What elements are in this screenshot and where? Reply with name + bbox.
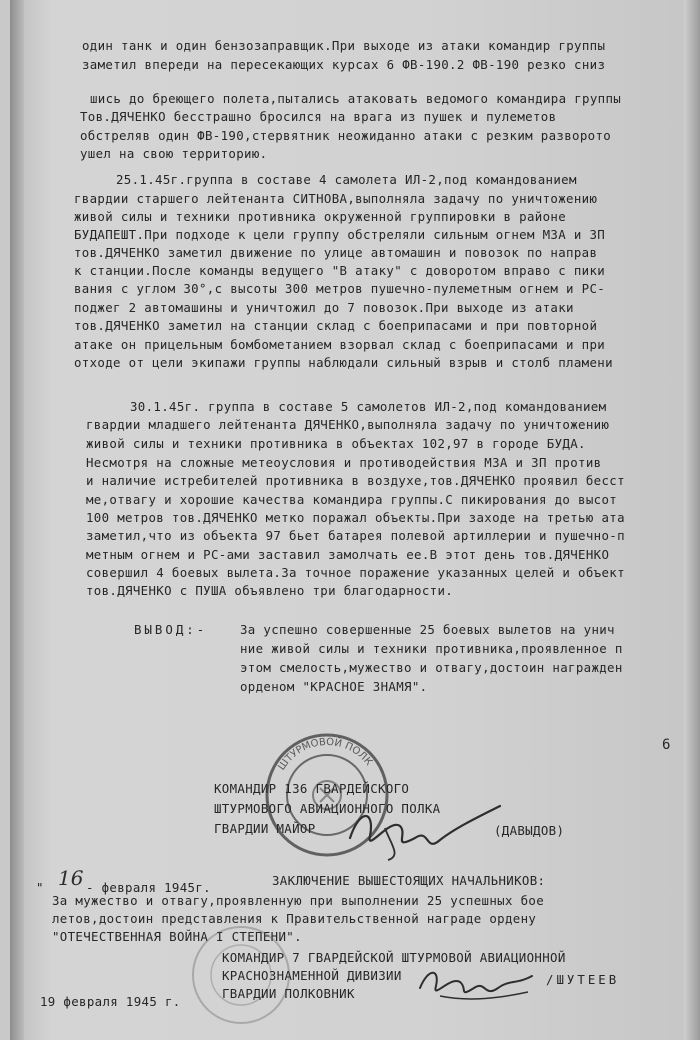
conclusion-line: ние живой силы и техники противника,проявленное п (240, 641, 623, 656)
division-commander-name: /ШУТЕЕВ (546, 972, 620, 987)
text-line: Несмотря на сложные метеоусловия и противодействия МЗА и ЗП против (86, 455, 602, 470)
date-month-year: - февраля 1945г. (86, 880, 211, 895)
commander-signature (330, 798, 510, 868)
page-number-mark: 6 (662, 737, 671, 753)
text-line: шись до бреющего полета,пытались атаковать ведомого командира группы (90, 91, 622, 106)
text-line: атаке он прицельным бомбометанием взорвал склад с боеприпасами и при (74, 337, 606, 352)
text-line: БУДАПЕШТ.При подходе к цели группу обстреляли сильным огнем МЗА и ЗП (74, 227, 606, 242)
conclusion-line: орденом "КРАСНОЕ ЗНАМЯ". (240, 679, 428, 694)
text-line: один танк и один бензозаправщик.При выходе из атаки командир группы (82, 38, 606, 53)
text-line: 25.1.45г.группа в составе 4 самолета ИЛ-2,под командованием (116, 172, 577, 187)
text-line: заметил,что из объекта 97 бьет батарея полевой артиллерии и пушечно-п (86, 528, 625, 543)
text-line: тов.ДЯЧЕНКО заметил движение по улице автомашин и повозок по направ (74, 245, 598, 260)
commander-line: КОМАНДИР 136 ГВАРДЕЙСКОГО (214, 781, 410, 796)
text-line: гвардии старшего лейтенанта СИТНОВА,выполняла задачу по уничтожению (74, 191, 598, 206)
text-line: ушел на свою территорию. (80, 146, 268, 161)
text-line: тов.ДЯЧЕНКО с ПУША объявлено три благодарности. (86, 583, 454, 598)
conclusion-label: ВЫВОД:- (134, 622, 208, 637)
final-date: 19 февраля 1945 г. (40, 994, 181, 1009)
conclusion-line: За успешно совершенные 25 боевых вылетов на унич (240, 622, 615, 637)
date-day-handwritten: 16 (58, 866, 84, 890)
text-line: Тов.ДЯЧЕНКО бесстрашно бросился на врага из пушек и пулеметов (80, 109, 557, 124)
text-line: живой силы и техники противника в объектах 102,97 в городе БУДА. (86, 436, 586, 451)
text-line: и наличие истребителей противника в воздухе,тов.ДЯЧЕНКО проявил бесст (86, 473, 625, 488)
text-line: заметил впереди на пересекающих курсах 6 ФВ-190.2 ФВ-190 резко сниз (82, 57, 606, 72)
text-line: тов.ДЯЧЕНКО заметил на станции склад с боеприпасами и при повторной (74, 318, 598, 333)
document-page (10, 0, 700, 1040)
senior-line: За мужество и отвагу,проявленную при выполнении 25 успешных бое (52, 893, 545, 908)
page-right-shadow (684, 0, 700, 1040)
commander-line: ШТУРМОВОГО АВИАЦИОННОГО ПОЛКА (214, 801, 441, 816)
text-line: поджег 2 автомашины и уничтожил до 7 повозок.При выходе из атаки (74, 300, 574, 315)
commander-line: ГВАРДИИ МАЙОР (214, 821, 316, 836)
commander-name: (ДАВЫДОВ) (494, 823, 565, 838)
text-line: к станции.После команды ведущего "В атаку" с доворотом вправо с пики (74, 263, 606, 278)
text-line: 30.1.45г. группа в составе 5 самолетов ИЛ-2,под командованием (130, 399, 607, 414)
text-line: 100 метров тов.ДЯЧЕНКО метко поражал объекты.При заходе на третью ата (86, 510, 625, 525)
division-line: КОМАНДИР 7 ГВАРДЕЙСКОЙ ШТУРМОВОЙ АВИАЦИОННОЙ (222, 950, 566, 965)
conclusion-line: этом смелость,мужество и отвагу,достоин награжден (240, 660, 623, 675)
svg-text:ШТУРМОВОЙ ПОЛК (276, 736, 374, 773)
date-quote: " (36, 880, 44, 895)
text-line: обстреляв один ФВ-190,стервятник неожиданно атаки с резким разворото (80, 128, 612, 143)
division-line: КРАСНОЗНАМЕННОЙ ДИВИЗИИ (222, 968, 402, 983)
text-line: вания с углом 30°,с высоты 300 метров пушечно-пулеметным огнем и РС- (74, 281, 606, 296)
text-line: ме,отвагу и хорошие качества командира группы.С пикирования до высот (86, 492, 618, 507)
division-line: ГВАРДИИ ПОЛКОВНИК (222, 986, 355, 1001)
text-line: отходе от цели экипажи группы наблюдали сильный взрыв и столб пламени (74, 355, 613, 370)
senior-line: "ОТЕЧЕСТВЕННАЯ ВОЙНА I СТЕПЕНИ". (52, 929, 302, 944)
text-line: совершил 4 боевых вылета.За точное поражение указанных целей и объект (86, 565, 625, 580)
seal-text: ШТУРМОВОЙ ПОЛК (276, 736, 375, 773)
text-line: гвардии младшего лейтенанта ДЯЧЕНКО,выполняла задачу по уничтожению (86, 417, 610, 432)
division-signature (410, 958, 540, 1008)
senior-line: летов,достоин представления к Правительственной награде ордену (52, 911, 537, 926)
senior-heading: ЗАКЛЮЧЕНИЕ ВЫШЕСТОЯЩИХ НАЧАЛЬНИКОВ: (272, 873, 546, 888)
text-line: метным огнем и РС-ами заставил замолчать ее.В этот день тов.ДЯЧЕНКО (86, 547, 610, 562)
page-left-shadow (10, 0, 24, 1040)
text-line: живой силы и техники противника окруженной группировки в районе (74, 209, 567, 224)
